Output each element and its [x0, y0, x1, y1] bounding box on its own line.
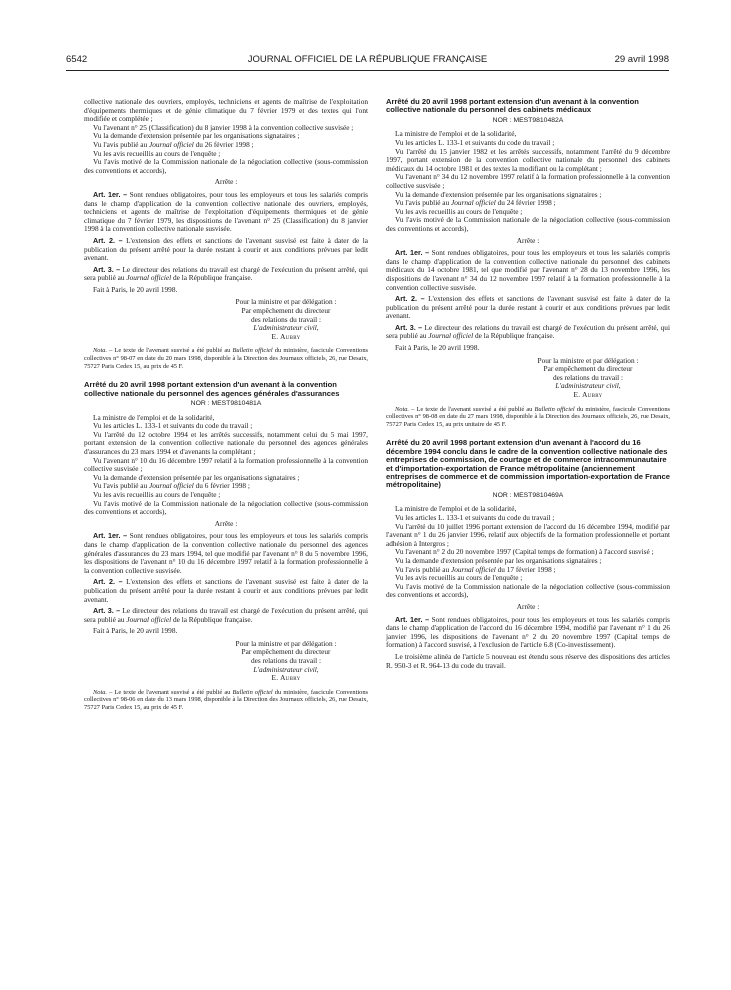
arrete-heading: Arrête : — [516, 601, 540, 611]
article-3: Art. 3. – Le directeur des relations du travail est chargé de l'exécution du présent arrêté, qui sera publié au Journal officiel de la République française. — [386, 322, 670, 341]
decree-title: Arrêté du 20 avril 1998 portant extension d'un avenant à la convention collective nationale du personnel des agences générales d'assurances — [84, 380, 340, 398]
journal-title: JOURNAL OFFICIEL DE LA RÉPUBLIQUE FRANÇAISE — [247, 54, 488, 65]
paragraph: Vu l'arrêté du 12 octobre 1994 et les arrêtés successifs, notamment celui du 5 mai 1997, portant extension de la convention collective nationale du personnel des agences générales d'assurances du 23 mars 1994 et d'avenants la complétant ; — [84, 429, 368, 456]
nota-note: Nota. – Le texte de l'avenant susvisé a été publié au Bulletin officiel du ministère, fascicule Conventions collectives n° 98-06 en date du 13 mars 1998, disponible à la Direction des Journaux officiels, 26, rue Desaix, 75727 Paris Cedex 15, au prix de 45 F. — [84, 688, 368, 712]
paragraph: Vu l'avenant n° 2 du 20 novembre 1997 (Capital temps de formation) à l'accord susvisé ; — [395, 547, 654, 557]
right-column — [386, 98, 670, 986]
nota-note: Nota. – Le texte de l'avenant susvisé a été publié au Bulletin officiel du ministère, fascicule Conventions collectives n° 98-08 en date du 27 mars 1998, disponible à la Direction des Journaux officiels, 26, rue Desaix, 75727 Paris Cedex 15, au prix unitaire de 45 F. — [386, 405, 670, 428]
article-2: Art. 2. – L'extension des effets et sanctions de l'avenant susvisé est faite à dater de la publication du présent arrêté pour la durée restant à courir et aux conditions prévues par ledit avenant. — [386, 294, 670, 321]
paragraph: Vu les avis recueillis au cours de l'enquête ; — [395, 573, 523, 583]
paragraph: Vu la demande d'extension présentée par les organisations signataires ; — [395, 556, 602, 565]
paragraph: Vu l'avis publié au Journal officiel du 26 février 1998 ; — [93, 139, 254, 149]
signing-place-date: Fait à Paris, le 20 avril 1998. — [93, 626, 178, 636]
paragraph: Vu l'avenant n° 25 (Classification) du 8 janvier 1998 à la convention collective susvisée ; — [93, 122, 354, 132]
paragraph: Vu les articles L. 133-1 et suivants du code du travail ; — [395, 513, 555, 523]
signing-place-date: Fait à Paris, le 20 avril 1998. — [93, 284, 178, 294]
paragraph: Vu l'avis motivé de la Commission nationale de la négociation collective (sous-commission des conventions et accords), — [386, 215, 670, 233]
nor-reference: NOR : MEST9810481A — [190, 400, 262, 408]
paragraph: Le troisième alinéa de l'article 5 nouveau est étendu sous réserve des dispositions des articles R. 950-3 et R. 964-13 du code du travail. — [386, 651, 670, 670]
paragraph: Vu l'avis publié au Journal officiel du 17 février 1998 ; — [395, 564, 556, 574]
paragraph: Vu la demande d'extension présentée par les organisations signataires ; — [93, 472, 300, 482]
article-1: Art. 1er. – Sont rendues obligatoires, pour tous les employeurs et tous les salariés compris dans le champ d'application de l'accord du 16 décembre 1994, modifié par l'avenant n° 1 du 26 janvier 1996, les dispositions de l'avenant n° 2 du 20 novembre 1997 (Capital temps de formation) à l'accord susvisé, à l'exclusion de l'article 6.8 (Co-investissement). — [386, 614, 670, 650]
paragraph: Vu l'arrêté du 15 janvier 1982 et les arrêtés successifs, notamment l'arrêté du 9 décembre 1997, portant extension de la convention collective nationale du personnel des cabinets médicaux du 14 octobre 1981 et des textes la modifiant ou la complétant ; — [386, 146, 670, 173]
left-column — [84, 98, 368, 986]
signatory-name: E. Aubry — [271, 673, 301, 683]
header-divider — [66, 70, 669, 71]
decree-title: Arrêté du 20 avril 1998 portant extension d'un avenant à la convention collective nationale du personnel des cabinets médicaux — [386, 98, 639, 115]
nota-note: Nota. – Le texte de l'avenant susvisé a été publié au Bulletin officiel du ministère, fascicule Conventions collectives n° 98-07 en date du 20 mars 1998, disponible à la Direction des Journaux officiels, 26, rue Desaix, 75727 Paris Cedex 15, au prix de 45 F. — [84, 347, 368, 370]
paragraph: Vu les avis recueillis au cours de l'enquête ; — [93, 148, 221, 158]
article-3: Art. 3. – Le directeur des relations du travail est chargé de l'exécution du présent arrêté, qui sera publié au Journal officiel de la République française. — [84, 264, 368, 283]
signature-block: Pour la ministre et par délégation : Par empêchement du directeur des relations du travail : L'administrateur civil, E. Aubry — [84, 640, 368, 683]
paragraph: Vu l'avenant n° 34 du 12 novembre 1997 relatif à la formation professionnelle à la convention collective susvisée ; — [386, 172, 670, 190]
article-2: Art. 2. – L'extension des effets et sanctions de l'avenant susvisé est faite à dater de la publication du présent arrêté pour la durée restant à courir et aux conditions prévues par ledit avenant. — [84, 577, 368, 604]
paragraph: collective nationale des ouvriers, employés, techniciens et agents de maîtrise de l'exploitation d'équipements thermiques et de génie climatique du 7 février 1979 et des textes qui l'ont modifiée et complétée ; — [84, 98, 368, 124]
nor-reference: NOR : MEST9810469A — [492, 491, 564, 499]
paragraph: Vu l'avis publié au Journal officiel du 24 février 1998 ; — [395, 198, 556, 208]
paragraph: Vu les avis recueillis au cours de l'enquête ; — [395, 206, 523, 216]
paragraph: Vu l'avis motivé de la Commission nationale de la négociation collective (sous-commission des conventions et accords), — [84, 157, 368, 175]
article-1: Art. 1er. – Sont rendues obligatoires, pour tous les employeurs et tous les salariés compris dans le champ d'application de la convention collective nationale des ouvriers, employés, techniciens et agents de maîtrise de l'exploitation d'équipements thermiques et de génie climatique du 7 février 1979, les dispositions de l'avenant n° 25 (Classification) du 8 janvier 1998 à la convention collective nationale susvisée. — [84, 189, 368, 234]
issue-date: 29 avril 1998 — [614, 54, 669, 65]
paragraph: La ministre de l'emploi et de la solidarité, — [395, 129, 517, 139]
signatory-name: E. Aubry — [573, 390, 603, 400]
article-1: Art. 1er. – Sont rendues obligatoires, pour tous les employeurs et tous les salariés compris dans le champ d'application de la convention collective nationale du personnel des agences générales d'assurances du 23 mars 1994, tel que modifié par l'avenant n° 8 du 5 novembre 1996, les dispositions de l'avenant n° 10 du 16 décembre 1997 relatif à la formation professionnelle à la convention collective susvisée. — [84, 531, 368, 575]
article-2: Art. 2. – L'extension des effets et sanctions de l'avenant susvisé est faite à dater de la publication du présent arrêté pour la durée restant à courir et aux conditions prévues par ledit avenant. — [84, 235, 368, 263]
arrete-heading: Arrête : — [516, 235, 540, 245]
page-number: 6542 — [66, 54, 88, 65]
paragraph: Vu l'arrêté du 10 juillet 1996 portant extension de l'accord du 16 décembre 1994, modifié par l'avenant n° 1 du 26 janvier 1996, relatif aux objectifs de la formation professionnelle et portant adhésion à Intergros ; — [386, 521, 670, 548]
arrete-heading: Arrête : — [214, 518, 238, 528]
nor-reference: NOR : MEST9810482A — [492, 116, 564, 124]
signatory-name: E. Aubry — [271, 331, 301, 341]
paragraph: La ministre de l'emploi et de la solidarité, — [93, 412, 215, 422]
page-header — [66, 54, 669, 68]
decree-title: Arrêté du 20 avril 1998 portant extension d'un avenant à l'accord du 16 décembre 1994 conclu dans le cadre de la convention collective nationale des entreprises de commission, de courtage et de commerce intracommunautaire et d'importation-exportation de France métropolitaine (anciennement entreprises de commerce et de commission importation-exportation de France métropolitaine) — [386, 438, 670, 490]
paragraph: La ministre de l'emploi et de la solidarité, — [395, 504, 517, 514]
paragraph: Vu les articles L. 133-1 et suivants du code du travail ; — [395, 138, 555, 147]
arrete-heading: Arrête : — [214, 177, 238, 187]
signing-place-date: Fait à Paris, le 20 avril 1998. — [395, 343, 480, 353]
paragraph: Vu l'avis publié au Journal officiel du 6 février 1998 ; — [93, 481, 250, 491]
signature-block: Pour la ministre et par délégation : Par empêchement du directeur des relations du travail : L'administrateur civil, E. Aubry — [84, 298, 368, 341]
paragraph: Vu les avis recueillis au cours de l'enquête ; — [93, 489, 221, 499]
paragraph: Vu la demande d'extension présentée par les organisations signataires ; — [395, 189, 602, 199]
paragraph: Vu l'avis motivé de la Commission nationale de la négociation collective (sous-commission des conventions et accords), — [386, 581, 670, 600]
article-3: Art. 3. – Le directeur des relations du travail est chargé de l'exécution du présent arrêté, qui sera publié au Journal officiel de la République française. — [84, 606, 368, 624]
paragraph: Vu l'avis motivé de la Commission nationale de la négociation collective (sous-commission des conventions et accords), — [84, 498, 368, 517]
paragraph: Vu la demande d'extension présentée par les organisations signataires ; — [93, 131, 300, 141]
paragraph: Vu l'avenant n° 10 du 16 décembre 1997 relatif à la formation professionnelle à la convention collective susvisée ; — [84, 455, 368, 474]
paragraph: Vu les articles L. 133-1 et suivants du code du travail ; — [93, 421, 253, 431]
signature-block: Pour la ministre et par délégation : Par empêchement du directeur des relations du travail : L'administrateur civil, E. Aubry — [386, 357, 670, 400]
article-1: Art. 1er. – Sont rendues obligatoires, pour tous les employeurs et tous les salariés compris dans le champ d'application de la convention collective nationale du personnel des cabinets médicaux du 14 octobre 1981, tel que modifié par l'avenant n° 28 du 13 novembre 1996, les dispositions de l'avenant n° 34 du 12 novembre 1997 relatif à la formation professionnelle à la convention collective susvisée. — [386, 248, 670, 292]
